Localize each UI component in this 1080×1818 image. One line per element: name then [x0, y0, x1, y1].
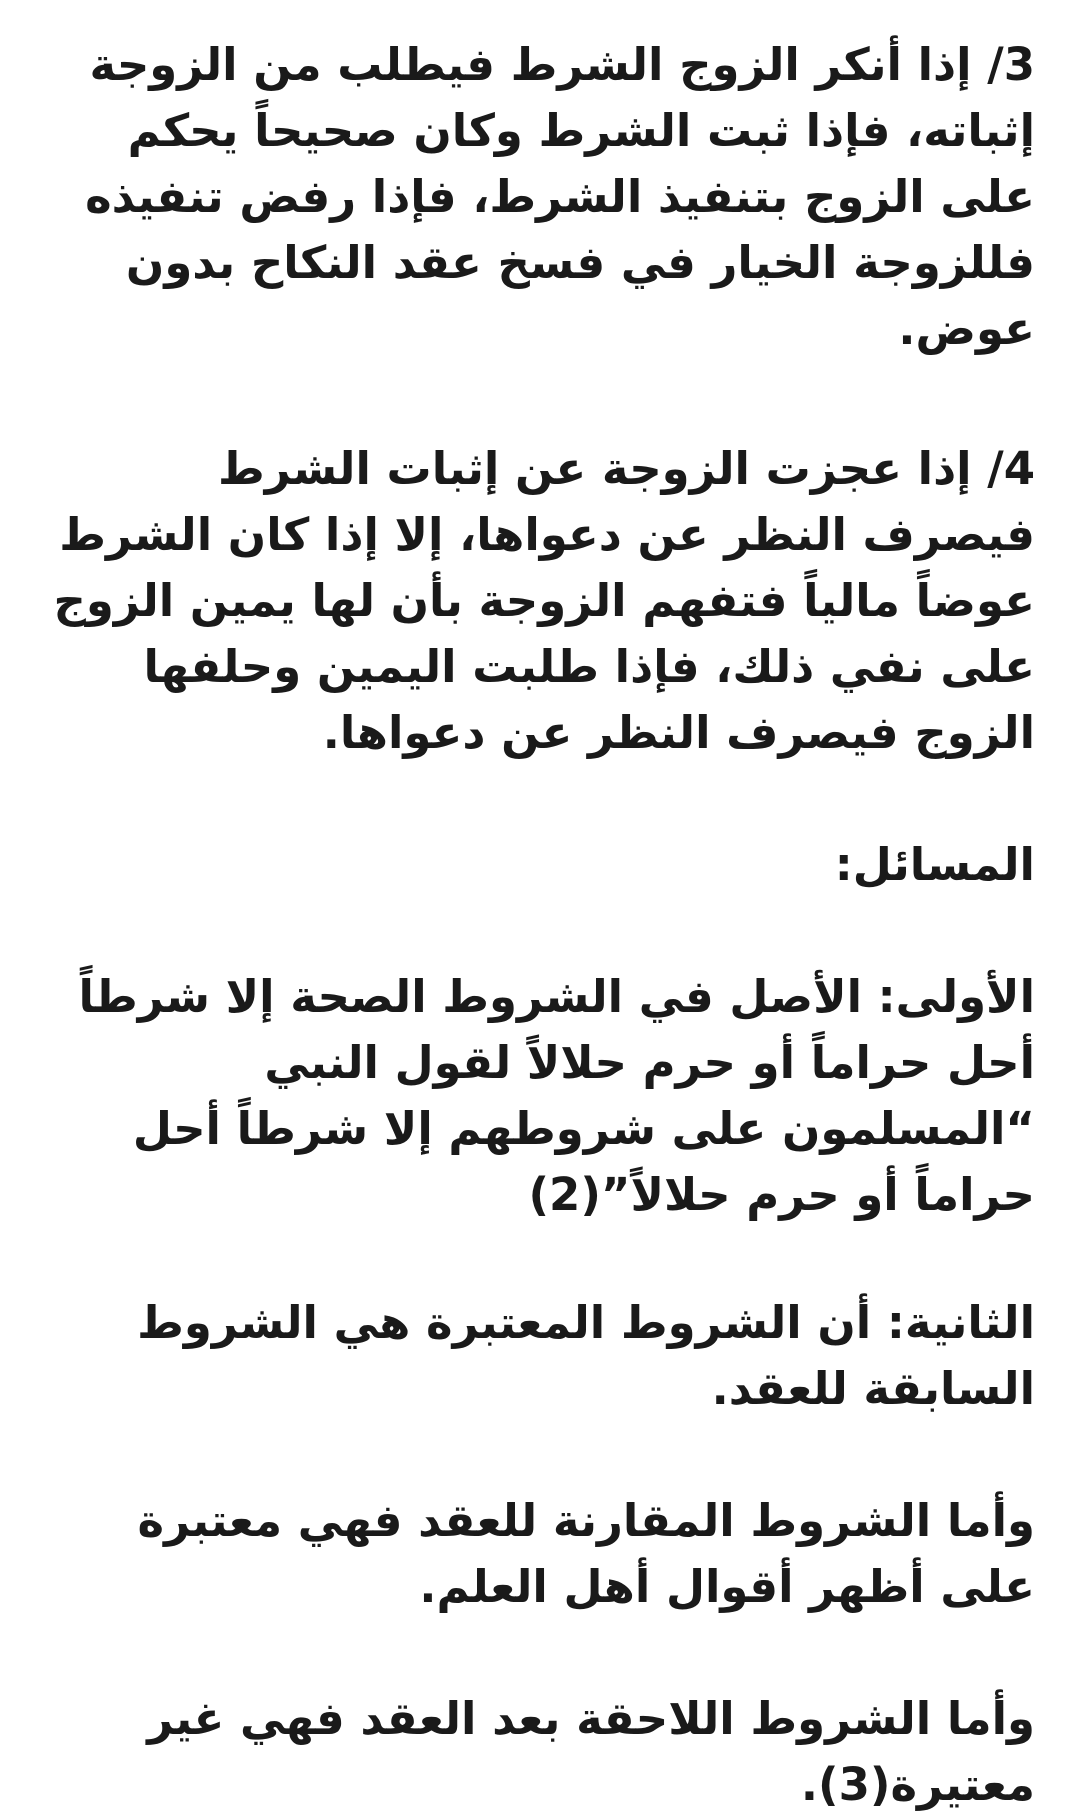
paragraph-gap [40, 1620, 1035, 1686]
paragraph-gap [40, 362, 1035, 436]
paragraph-gap [40, 1228, 1035, 1290]
paragraph-concurrent-conditions: وأما الشروط المقارنة للعقد فهي معتبرة على أظهر أقوال أهل العلم. [137, 1494, 1035, 1613]
paragraph-gap [40, 898, 1035, 964]
paragraph-gap [40, 766, 1035, 832]
paragraph-second-issue: الثانية: أن الشروط المعتبرة هي الشروط السابقة للعقد. [137, 1296, 1035, 1415]
section-heading-issues: المسائل: [834, 838, 1035, 891]
paragraph-first-issue: الأولى: الأصل في الشروط الصحة إلا شرطاً أحل حراماً أو حرم حلالاً لقول النبي “المسلمون على شروطهم إلا شرطاً أحل حراماً أو حرم حلالاً”(2) [78, 970, 1035, 1221]
paragraph-gap [40, 1422, 1035, 1488]
paragraph-point-4: 4/ إذا عجزت الزوجة عن إثبات الشرط فيصرف النظر عن دعواها، إلا إذا كان الشرط عوضاً مالياً فتفهم الزوجة بأن لها يمين الزوج على نفي ذلك، فإذا طلبت اليمين وحلفها الزوج فيصرف النظر عن دعواها. [53, 442, 1035, 759]
paragraph-point-3: 3/ إذا أنكر الزوج الشرط فيطلب من الزوجة إثباته، فإذا ثبت الشرط وكان صحيحاً يحكم على الزوج بتنفيذ الشرط، فإذا رفض تنفيذه فللزوجة الخيار في فسخ عقد النكاح بدون عوض. [85, 38, 1035, 355]
paragraph-subsequent-conditions: وأما الشروط اللاحقة بعد العقد فهي غير معتيرة(3). [147, 1692, 1035, 1811]
